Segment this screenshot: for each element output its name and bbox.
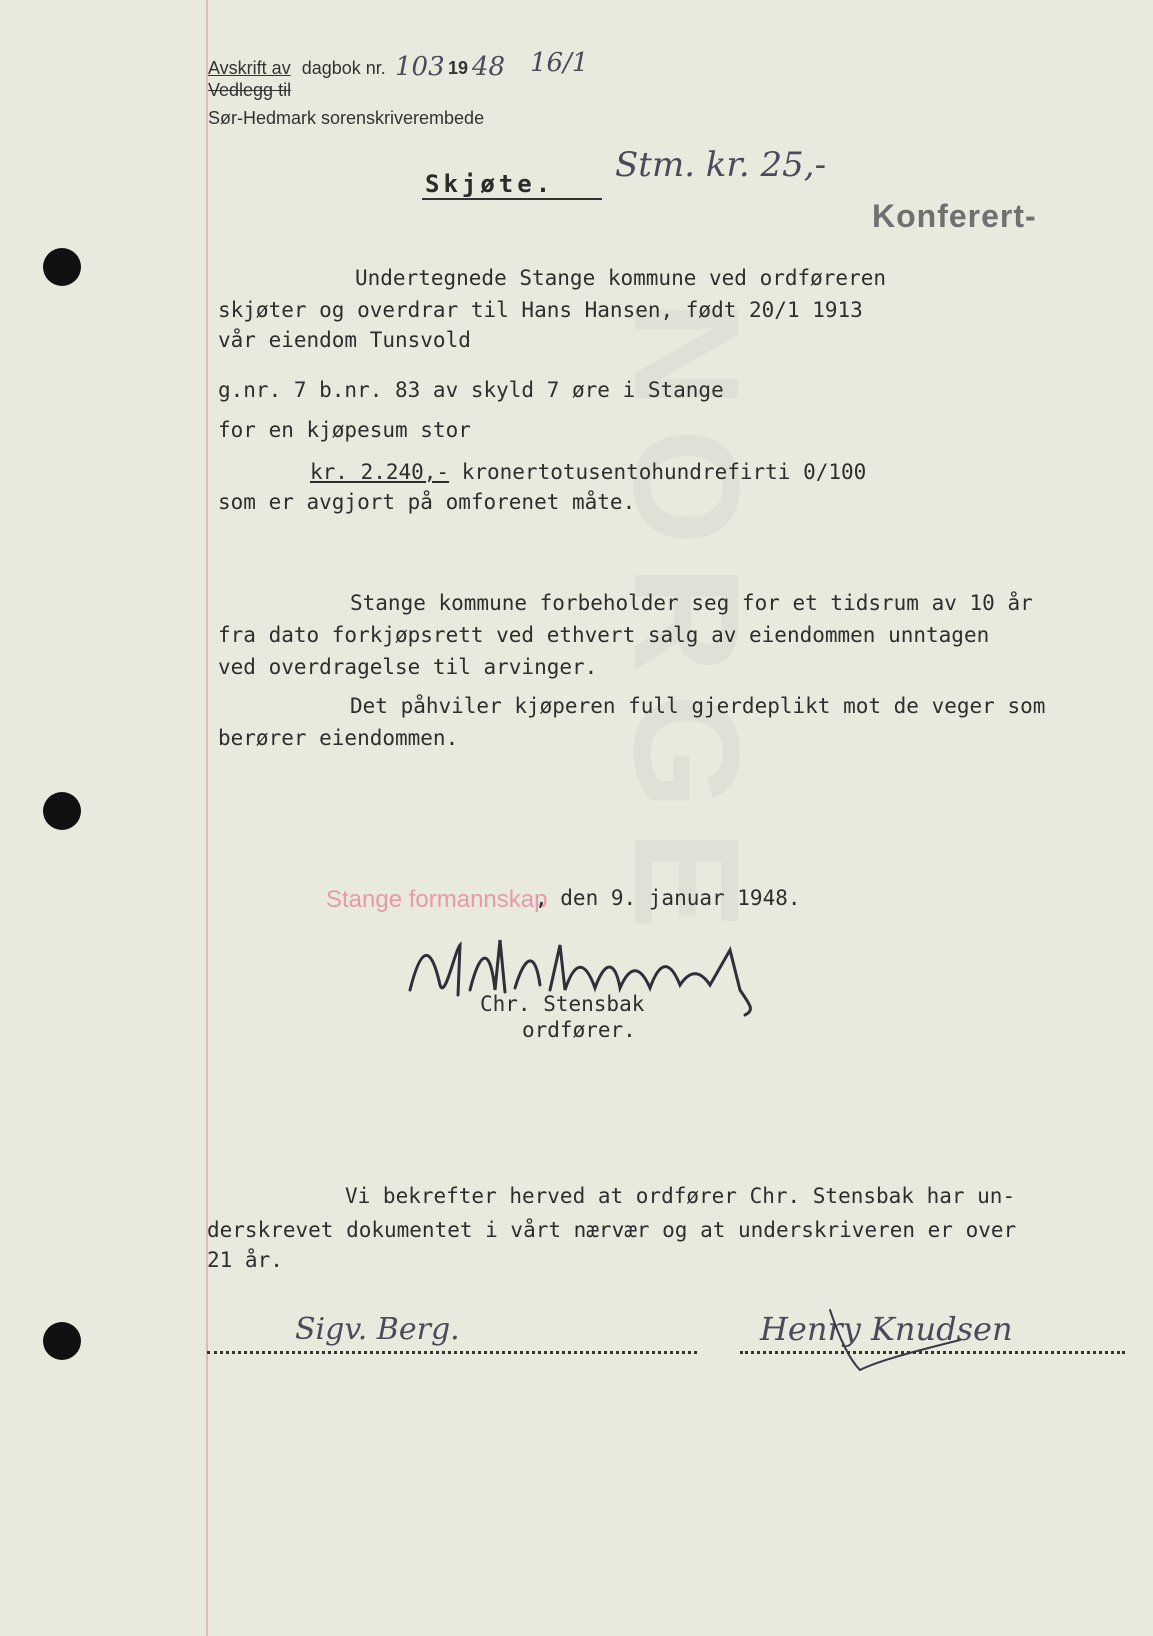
para2-line-3: ved overdragelse til arvinger. (218, 655, 598, 679)
signatory-title: ordfører. (522, 1018, 636, 1042)
price-line (310, 460, 866, 484)
signatory-name: Chr. Stensbak (480, 992, 645, 1016)
para1-line-1: Undertegnede Stange kommune ved ordføreren (355, 266, 887, 290)
title-underline (422, 198, 602, 200)
property-line: g.nr. 7 b.nr. 83 av skyld 7 øre i Stange (218, 378, 724, 402)
witness2-signature-flourish (800, 1300, 1000, 1380)
punch-hole-top (43, 248, 81, 286)
witness1-signature: Sigv. Berg. (295, 1312, 460, 1347)
price-amount: kr. 2.240,- (310, 460, 450, 484)
witness2-dotted-line (740, 1348, 1125, 1354)
witness-line-2: derskrevet dokumentet i vårt nærvær og at underskriveren er over (207, 1218, 1017, 1242)
para1-line-3: vår eiendom Tunsvold (218, 328, 471, 352)
date-line: , den 9. januar 1948. (535, 886, 801, 910)
header-prefix: Avskrift av (208, 58, 291, 78)
stange-formannskap-stamp: Stange formannskap (326, 886, 548, 913)
price-intro: for en kjøpesum stor (218, 418, 471, 442)
dagbok-number: 103 (395, 52, 445, 82)
header-office: Sør-Hedmark sorenskriverembede (208, 108, 485, 128)
konferert-stamp: Konferert- (872, 198, 1037, 234)
year-printed: 19 (448, 58, 469, 78)
witness2-signature: Henry Knudsen (760, 1310, 1013, 1348)
fee-note: Stm. kr. 25,- (615, 145, 827, 185)
header-dagbok-label: dagbok nr. (301, 58, 386, 78)
price-settled: som er avgjort på omforenet måte. (218, 490, 636, 514)
year-handwritten: 48 (472, 52, 506, 82)
witness-line-3: 21 år. (207, 1248, 283, 1272)
para3-line-2: berører eiendommen. (218, 726, 459, 750)
header-line-1 (208, 58, 386, 79)
margin-line (206, 0, 208, 1636)
header-struck-line: Vedlegg til (208, 80, 292, 100)
para3-line-1: Det påhviler kjøperen full gjerdeplikt mot de veger som (350, 694, 1046, 718)
punch-hole-middle (43, 792, 81, 830)
date-handwritten: 16/1 (530, 48, 589, 78)
para1-line-2: skjøter og overdrar til Hans Hansen, født 20/1 1913 (218, 298, 863, 322)
para2-line-1: Stange kommune forbeholder seg for et tidsrum av 10 år (350, 591, 1033, 615)
punch-hole-bottom (43, 1322, 81, 1360)
document-title: Skjøte. (425, 170, 555, 198)
witness-line-1: Vi bekrefter herved at ordfører Chr. Stensbak har un- (345, 1184, 1016, 1208)
witness1-dotted-line (207, 1348, 697, 1354)
price-words: kronertotusentohundrefirti 0/100 (449, 460, 867, 484)
para2-line-2: fra dato forkjøpsrett ved ethvert salg av eiendommen unntagen (218, 623, 990, 647)
